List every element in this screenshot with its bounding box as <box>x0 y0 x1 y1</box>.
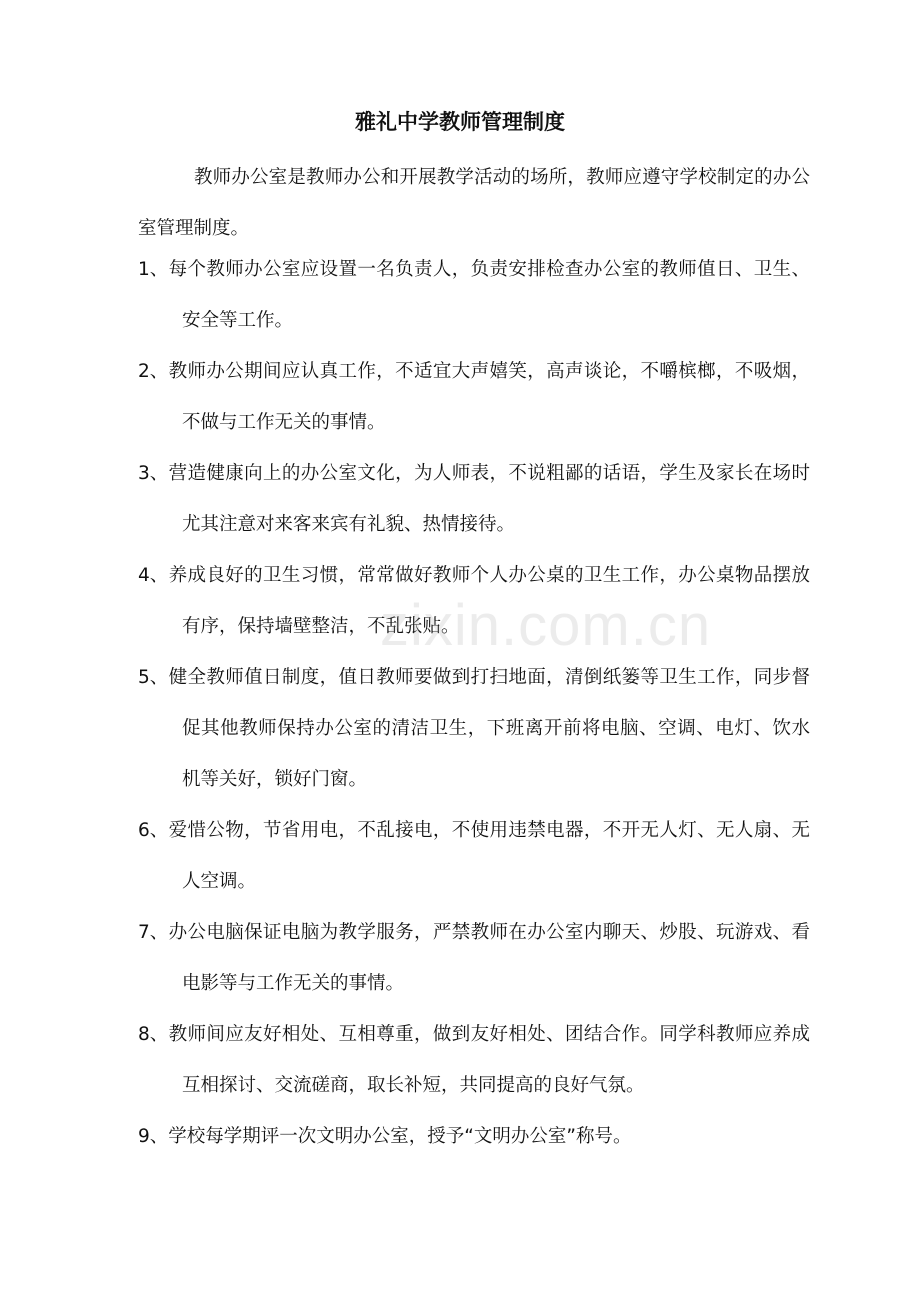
rule-text: 爱惜公物，节省用电，不乱接电，不使用违禁电器，不开无人灯、无人扇、无人空调。 <box>168 820 810 892</box>
rule-item-4 <box>138 550 810 652</box>
rule-item-2 <box>138 346 810 448</box>
rule-item-1 <box>138 244 810 346</box>
rule-number: 1、 <box>138 259 169 280</box>
rule-text: 办公电脑保证电脑为教学服务，严禁教师在办公室内聊天、炒股、玩游戏、看电影等与工作无关的事情。 <box>168 922 810 994</box>
rule-number: 7、 <box>138 922 169 943</box>
rule-item-6 <box>138 805 810 907</box>
rule-text: 教师办公期间应认真工作，不适宜大声嬉笑，高声谈论，不嚼槟榔，不吸烟，不做与工作无关的事情。 <box>168 361 810 433</box>
rules-list <box>138 244 810 1162</box>
rule-text: 每个教师办公室应设置一名负责人，负责安排检查办公室的教师值日、卫生、安全等工作。 <box>168 259 810 331</box>
rule-number: 9、 <box>138 1126 169 1147</box>
rule-number: 4、 <box>138 565 169 586</box>
rule-number: 6、 <box>138 820 169 841</box>
rule-text: 营造健康向上的办公室文化，为人师表，不说粗鄙的话语，学生及家长在场时尤其注意对来客来宾有礼貌、热情接待。 <box>168 463 810 535</box>
rule-text: 教师间应友好相处、互相尊重，做到友好相处、团结合作。同学科教师应养成互相探讨、交流磋商，取长补短，共同提高的良好气氛。 <box>168 1024 810 1096</box>
watermark: zixin.com.cn <box>380 593 712 658</box>
rule-item-5 <box>138 652 810 805</box>
rule-item-9 <box>138 1111 810 1162</box>
rule-item-8 <box>138 1009 810 1111</box>
rule-number: 5、 <box>138 667 169 688</box>
rule-number: 8、 <box>138 1024 169 1045</box>
intro-paragraph: 教师办公室是教师办公和开展教学活动的场所，教师应遵守学校制定的办公室管理制度。 <box>138 167 810 239</box>
rule-number: 2、 <box>138 361 169 382</box>
rule-text: 养成良好的卫生习惯，常常做好教师个人办公桌的卫生工作，办公桌物品摆放有序，保持墙壁整洁，不乱张贴。 <box>168 565 810 637</box>
rule-text: 健全教师值日制度，值日教师要做到打扫地面，清倒纸篓等卫生工作，同步督促其他教师保持办公室的清洁卫生，下班离开前将电脑、空调、电灯、饮水机等关好，锁好门窗。 <box>168 667 810 790</box>
rule-item-7 <box>138 907 810 1009</box>
document-title: 雅礼中学教师管理制度 <box>355 110 565 134</box>
rule-item-3 <box>138 448 810 550</box>
rule-number: 3、 <box>138 463 169 484</box>
rule-text: 学校每学期评一次文明办公室，授予“文明办公室”称号。 <box>168 1126 632 1147</box>
